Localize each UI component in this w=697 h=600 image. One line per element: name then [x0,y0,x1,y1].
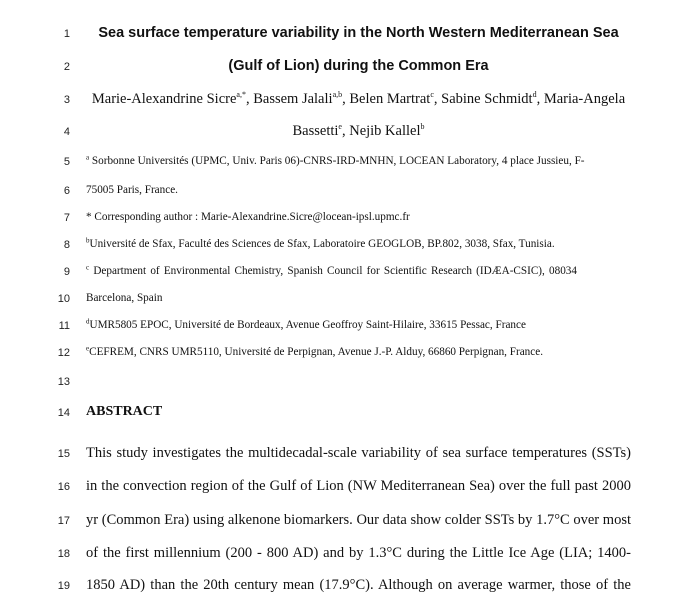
line-number: 13 [57,376,70,388]
line-19 [0,577,697,597]
affil-sup: a [86,153,90,162]
line-8 [0,237,697,255]
line-12 [0,345,697,363]
line-1 [0,25,697,45]
line-number: 7 [63,212,70,224]
author-name: Sabine Schmidt [441,91,533,107]
paper-title-line-1: Sea surface temperature variability in the North Western Mediterranean Sea [98,25,619,41]
affil-sup: b [86,236,90,245]
affil-sup: d [86,317,90,326]
line-10 [0,291,697,309]
author-name: Bassetti [292,123,339,139]
corresponding-author [86,211,631,223]
line-18 [0,545,697,565]
affil-text: Sorbonne Universités (UPMC, Univ. Paris 06)-CNRS-IRD-MNHN, LOCEAN Laboratory, 4 place Jussieu, F- [91,155,585,167]
line-13 [0,374,697,392]
author-affil-sup: d [532,90,537,100]
affil-sup: e [86,344,90,353]
line-number: 1 [63,28,70,40]
abstract-heading: ABSTRACT [86,404,163,419]
affil-text: Corresponding author : Marie-Alexandrine.Sicre@locean-ipsl.upmc.fr [94,211,410,223]
line-11 [0,318,697,336]
line-number: 12 [57,347,70,359]
author-name: Marie-Alexandrine Sicre [91,91,237,107]
paper-title-line-2: (Gulf of Lion) during the Common Era [228,58,489,74]
line-number: 3 [63,94,70,106]
line-2 [0,58,697,78]
line-17 [0,512,697,532]
line-number: 14 [57,407,70,419]
line-number: 6 [63,185,70,197]
abstract-text-line: of the first millennium (200 - 800 AD) and by 1.3°C during the Little Ice Age (LIA; 1400- [86,545,631,561]
line-number: 5 [63,156,70,168]
author-affil-sup: a,* [236,90,246,100]
author-name: Bassem Jalali [253,91,333,107]
affiliation-c-cont: Barcelona, Spain [86,292,163,304]
abstract-text-line: yr (Common Era) using alkenone biomarkers. Our data show colder SSTs by 1.7°C over most [86,512,631,528]
line-7 [0,210,697,228]
affiliation-b [86,238,631,250]
line-number: 11 [58,320,70,332]
affil-text: CEFREM, CNRS UMR5110, Université de Perpignan, Avenue J.-P. Alduy, 66860 Perpignan, France. [89,346,544,358]
author-name: Maria-Angela [543,91,626,107]
abstract-text-line: 1850 AD) than the 20th century mean (17.9°C). Although on average warmer, those of the [86,577,631,593]
line-number: 8 [63,239,70,251]
affiliation-a [86,155,631,167]
line-number: 18 [57,548,70,560]
affil-text: UMR5805 EPOC, Université de Bordeaux, Avenue Geoffroy Saint-Hilaire, 33615 Pessac, France [89,319,526,331]
line-3 [0,91,697,111]
line-5 [0,154,697,172]
affil-text: Université de Sfax, Faculté des Sciences de Sfax, Laboratoire GEOGLOB, BP.802, 3038, Sfax, Tunisia. [89,238,555,250]
line-9 [0,264,697,282]
author-affil-sup: e [338,122,342,132]
line-number: 2 [63,61,70,73]
affiliation-e [86,346,631,358]
line-16 [0,478,697,498]
affiliation-d [86,319,631,331]
abstract-text-line: This study investigates the multidecadal-scale variability of sea surface temperatures (SSTs) [86,445,631,461]
line-4 [0,123,697,143]
affil-sup: c [86,263,90,272]
line-15 [0,445,697,465]
affil-text: Department of Environmental Chemistry, Spanish Council for Scientific Research (IDÆA-CSIC), 08034 [93,265,577,277]
line-number: 16 [57,481,70,493]
line-number: 17 [57,515,70,527]
affiliation-a-cont: 75005 Paris, France. [86,184,178,196]
line-6 [0,183,697,201]
author-affil-sup: a,b [332,90,343,100]
author-name: Nejib Kallel [349,123,421,139]
line-14 [0,404,697,424]
author-list-line-2: Bassetti$^e$, Nejib Kallel$^b$ [292,122,425,139]
abstract-text-line: in the convection region of the Gulf of Lion (NW Mediterranean Sea) over the full past 2000 [86,478,631,494]
line-number: 15 [57,448,70,460]
line-number: 10 [57,293,70,305]
affil-sup: * [86,211,92,223]
line-number: 4 [63,126,70,138]
line-number: 19 [57,580,70,592]
author-list-line-1: Marie-Alexandrine Sicre$^{a,*}$, Bassem Jalali$^{a,b}$, Belen Martrat$^c$, Sabine Schmidt$^d$, Maria-Angela [91,90,626,107]
author-name: Belen Martrat [349,91,431,107]
author-affil-sup: b [420,122,425,132]
affiliation-c [86,265,631,277]
line-number: 9 [63,266,70,278]
author-affil-sup: c [430,90,434,100]
